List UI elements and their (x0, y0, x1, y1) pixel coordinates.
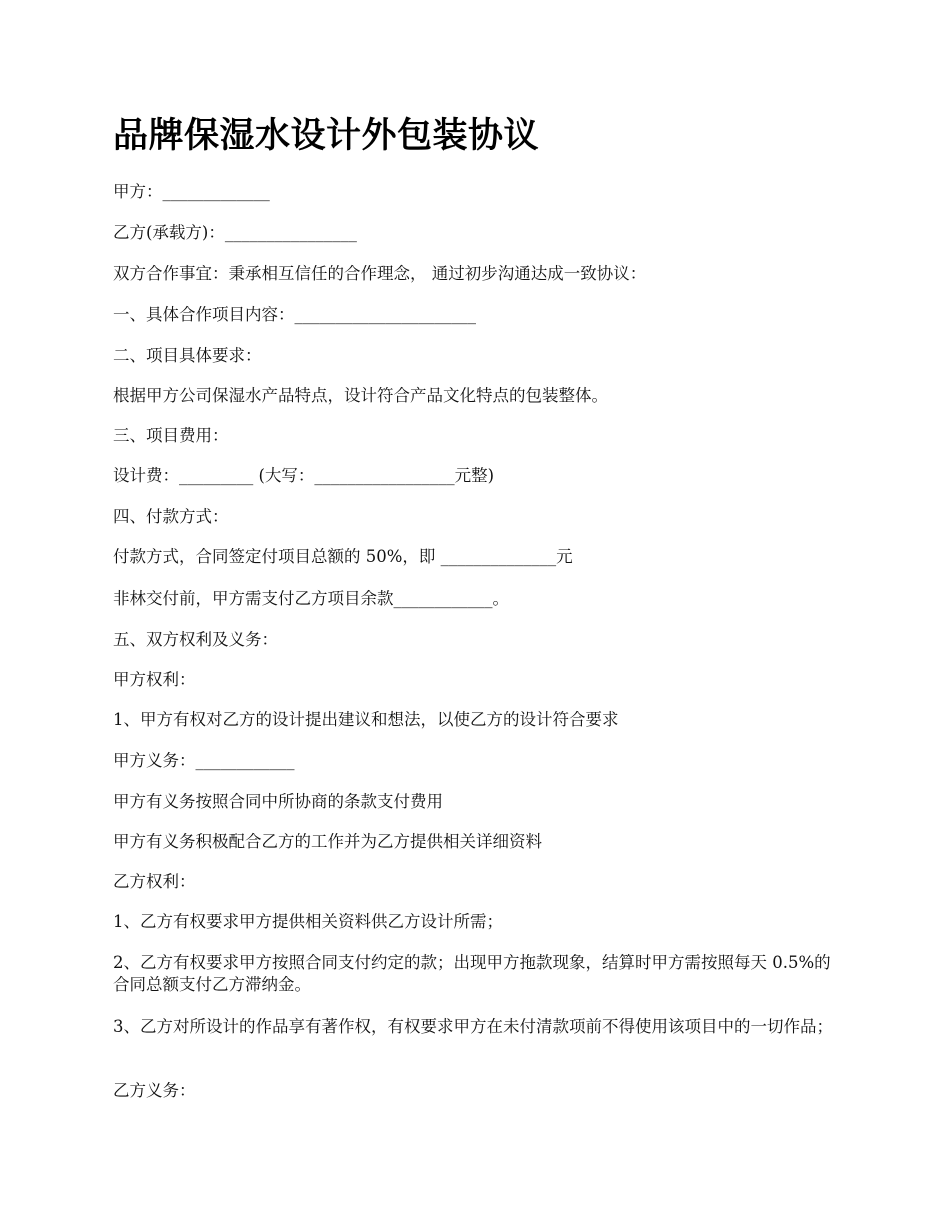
section-5-heading: 五、双方权利及义务： (113, 630, 278, 649)
party-a-obligations-heading: 甲方义务：____________ (113, 751, 295, 770)
section-1-project-content: 一、具体合作项目内容：______________________ (113, 305, 476, 324)
cooperation-intro: 双方合作事宜：秉承相互信任的合作理念， 通过初步沟通达成一致协议： (113, 264, 647, 283)
section-3-heading: 三、项目费用： (113, 426, 229, 445)
party-b-right-2: 2、乙方有权要求甲方按照合同支付约定的款；出现甲方拖款现象，结算时甲方需按照每天 0.5%的合同总额支付乙方滞纳金。 (113, 953, 831, 994)
party-a-obligation-1: 甲方有义务按照合同中所协商的条款支付费用 (113, 792, 443, 811)
party-b-right-1: 1、乙方有权要求甲方提供相关资料供乙方设计所需； (113, 912, 503, 931)
section-2-body: 根据甲方公司保湿水产品特点，设计符合产品文化特点的包装整体。 (113, 386, 608, 405)
document-title: 品牌保湿水设计外包装协议 (113, 116, 540, 156)
section-4-heading: 四、付款方式： (113, 507, 229, 526)
party-b-right-3: 3、乙方对所设计的作品享有著作权，有权要求甲方在未付清款项前不得使用该项目中的一切作品； (113, 1017, 833, 1036)
party-a-obligation-2: 甲方有义务积极配合乙方的工作并为乙方提供相关详细资料 (113, 832, 542, 851)
party-a-line: 甲方：_____________ (113, 182, 270, 201)
party-b-obligations-heading: 乙方义务： (113, 1081, 196, 1100)
party-b-line: 乙方(承载方)：________________ (113, 223, 357, 242)
design-fee-line: 设计费：_________ (大写：_________________元整) (113, 466, 495, 485)
section-2-heading: 二、项目具体要求： (113, 346, 262, 365)
party-a-rights-heading: 甲方权利： (113, 670, 196, 689)
balance-payment-line: 非林交付前，甲方需支付乙方项目余款____________。 (113, 589, 509, 608)
party-a-right-1: 1、甲方有权对乙方的设计提出建议和想法，以使乙方的设计符合要求 (113, 710, 619, 729)
party-b-rights-heading: 乙方权利： (113, 872, 196, 891)
payment-method-line: 付款方式，合同签定付项目总额的 50%，即 ______________元 (113, 547, 573, 566)
